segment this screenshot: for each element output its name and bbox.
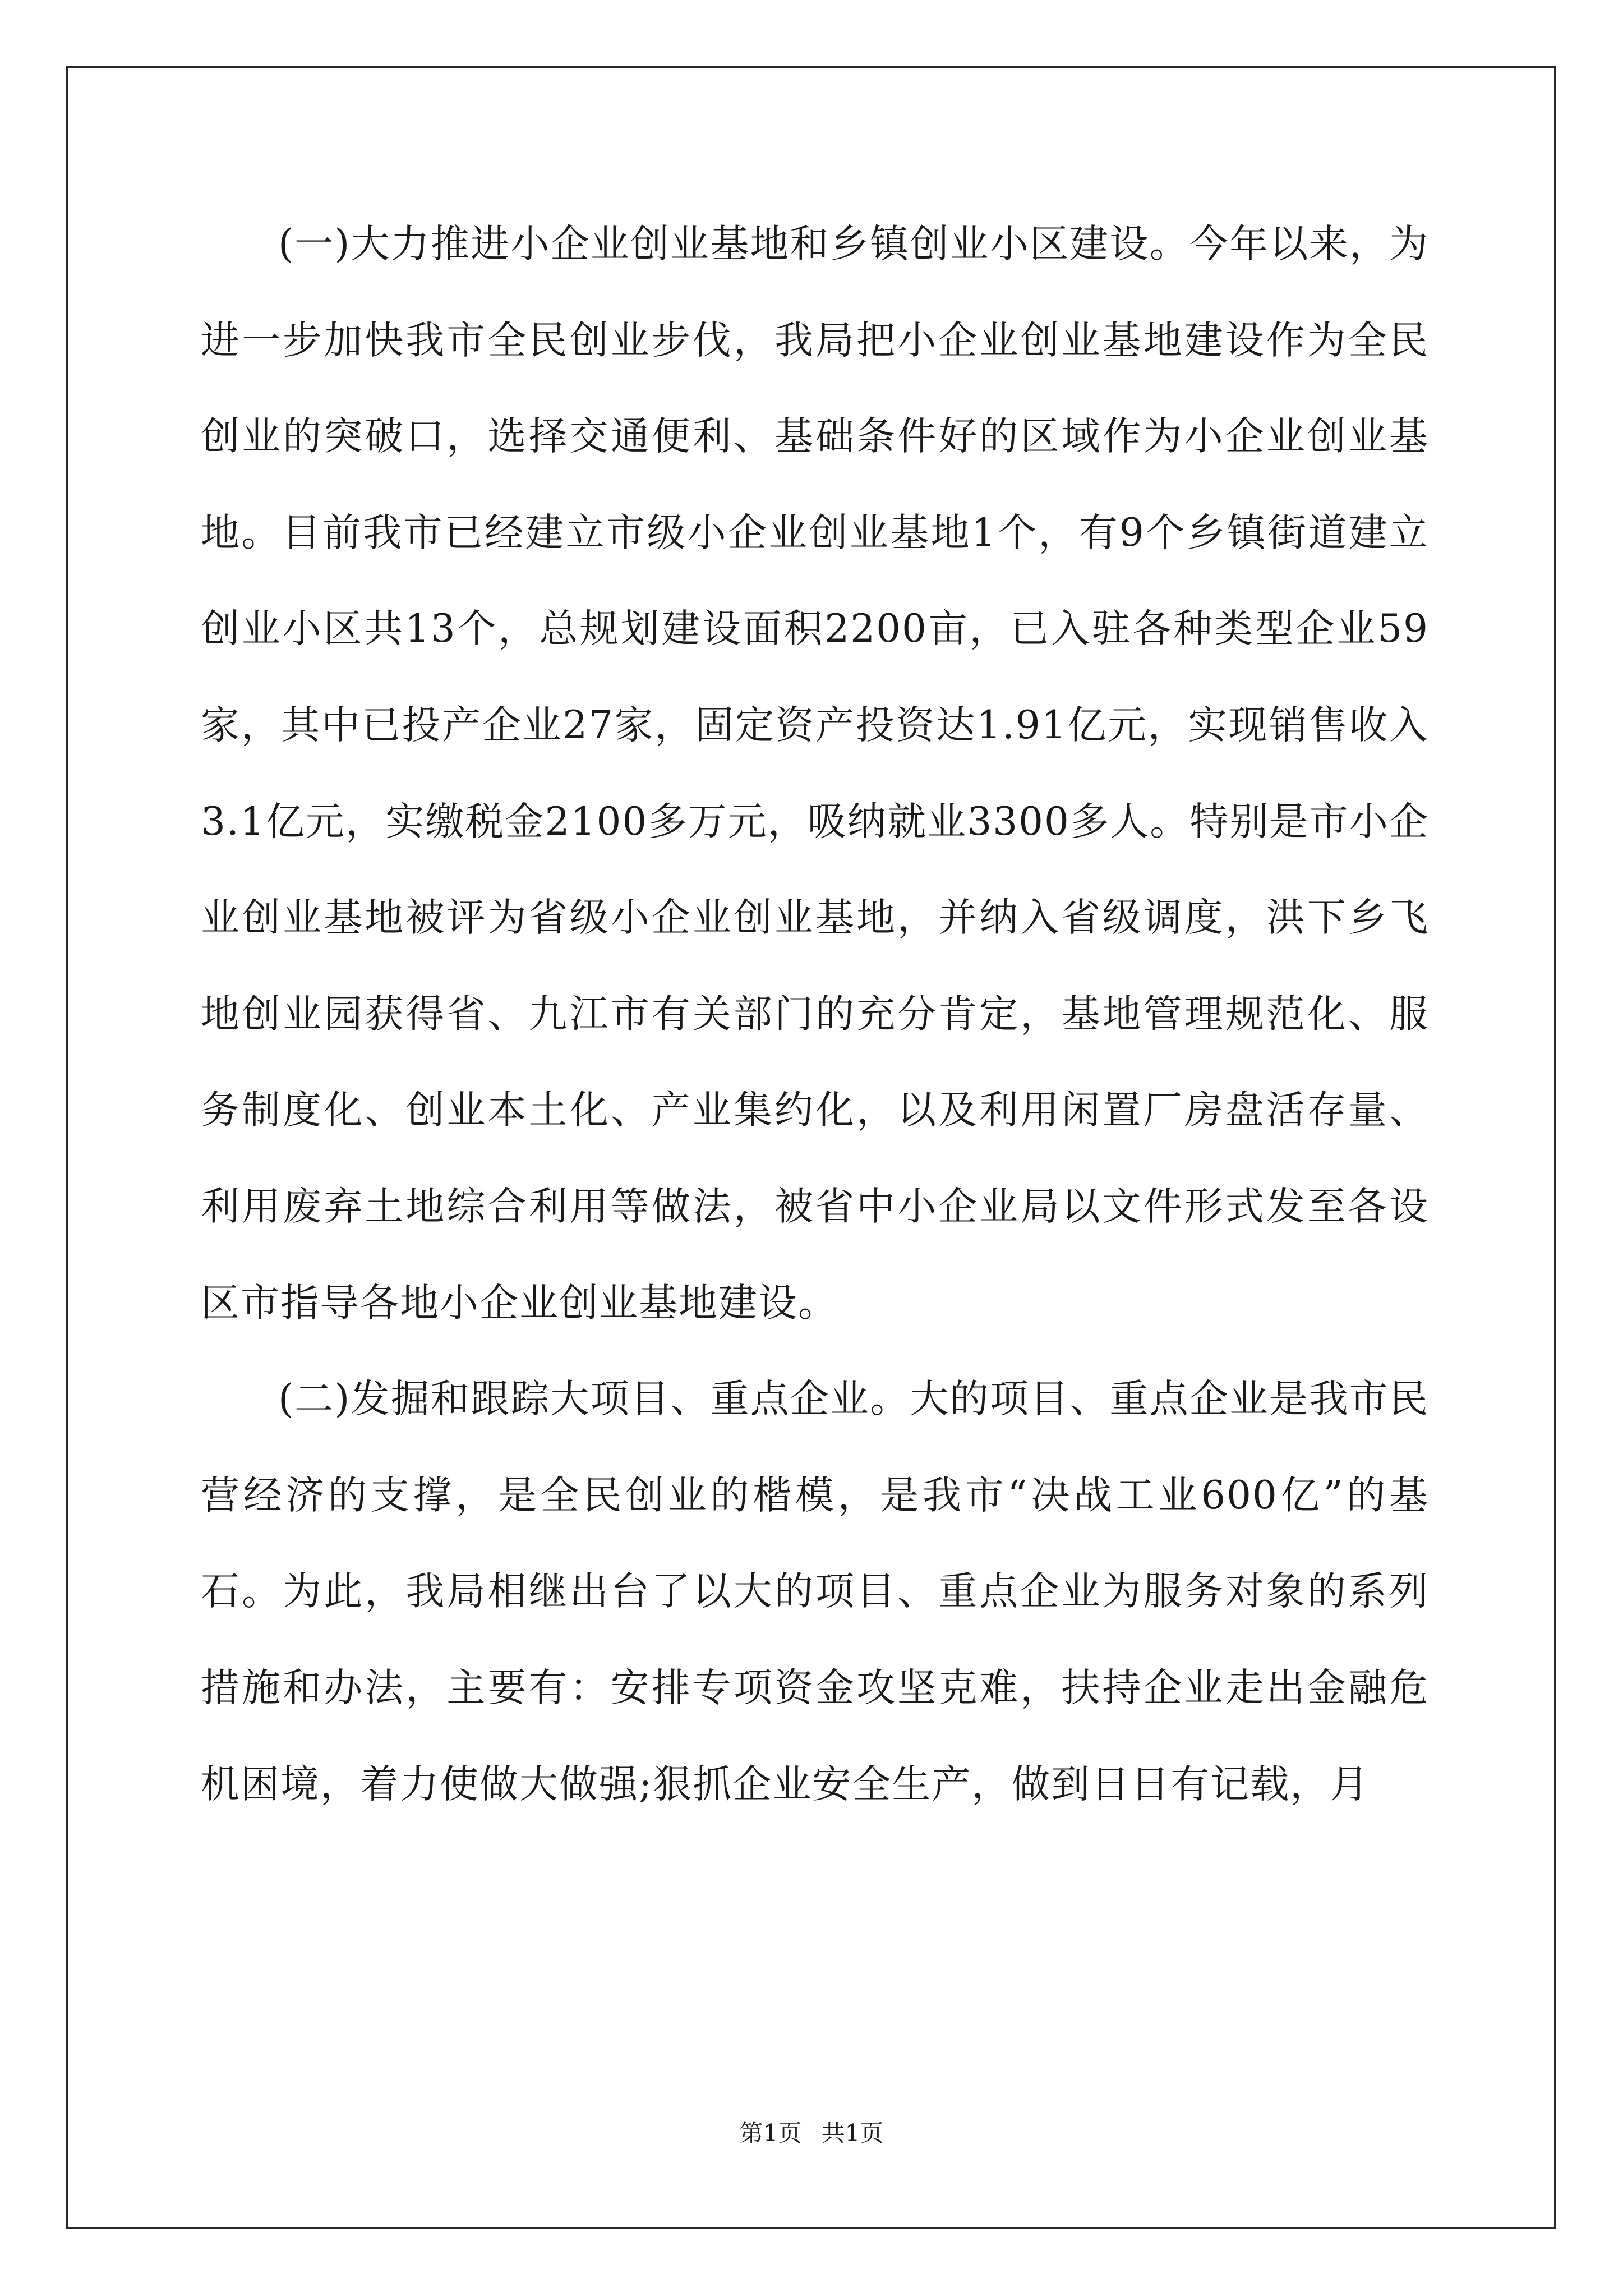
document-body [201, 196, 1429, 1833]
page-footer: 第1页 共1页 [739, 2119, 884, 2147]
paragraph-2: (二)发掘和跟踪大项目、重点企业。大的项目、重点企业是我市民营经济的支撑，是全民创业的楷模，是我市“决战工业600亿”的基石。为此，我局相继出台了以大的项目、重点企业为服务对象的系列措施和办法，主要有：安排专项资金攻坚克难，扶持企业走出金融危机困境，着力使做大做强;狠抓企业安全生产，做到日日有记载，月 [201, 1377, 1429, 1807]
paragraph-1: (一)大力推进小企业创业基地和乡镇创业小区建设。今年以来，为进一步加快我市全民创业步伐，我局把小企业创业基地建设作为全民创业的突破口，选择交通便利、基础条件好的区域作为小企业创业基地。目前我市已经建立市级小企业创业基地1个，有9个乡镇街道建立创业小区共13个，总规划建设面积2200亩，已入驻各种类型企业59家，其中已投产企业27家，固定资产投资达1.91亿元，实现销售收入3.1亿元，实缴税金2100多万元，吸纳就业3300多人。特别是市小企业创业基地被评为省级小企业创业基地，并纳入省级调度，洪下乡飞地创业园获得省、九江市有关部门的充分肯定，基地管理规范化、服务制度化、创业本土化、产业集约化，以及利用闲置厂房盘活存量、利用废弃土地综合利用等做法，被省中小企业局以文件形式发至各设区市指导各地小企业创业基地建设。 [201, 222, 1429, 1326]
